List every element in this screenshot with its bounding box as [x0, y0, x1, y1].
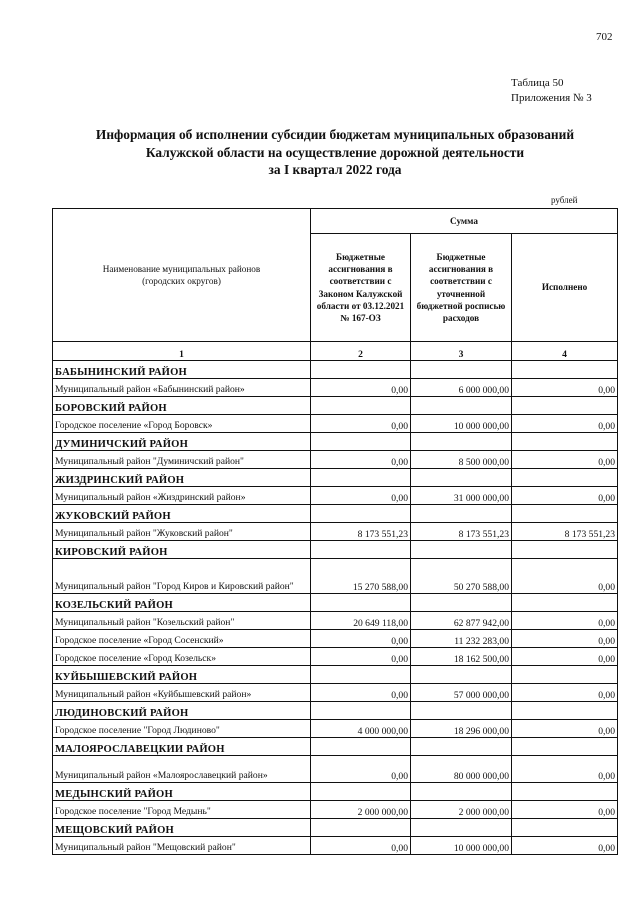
region-row	[53, 397, 618, 415]
header-row-1	[53, 209, 618, 234]
empty-cell	[512, 433, 618, 451]
region-name: ЖИЗДРИНСКИЙ РАЙОН	[53, 469, 311, 487]
document-title	[40, 126, 630, 179]
empty-cell	[411, 469, 512, 487]
municipality-name: Городское поселение «Город Боровск»	[53, 415, 311, 433]
subsidy-table	[52, 208, 618, 855]
empty-cell	[311, 783, 411, 801]
law-allocation: 8 173 551,23	[311, 523, 411, 541]
region-row	[53, 541, 618, 559]
empty-cell	[512, 469, 618, 487]
empty-cell	[512, 541, 618, 559]
empty-cell	[512, 783, 618, 801]
table-row	[53, 801, 618, 819]
empty-cell	[512, 594, 618, 612]
region-row	[53, 361, 618, 379]
executed-amount: 0,00	[512, 630, 618, 648]
empty-cell	[411, 702, 512, 720]
empty-cell	[411, 505, 512, 523]
region-name: КИРОВСКИЙ РАЙОН	[53, 541, 311, 559]
law-allocation: 0,00	[311, 487, 411, 505]
municipality-name: Городское поселение «Город Сосенский»	[53, 630, 311, 648]
executed-amount: 0,00	[512, 648, 618, 666]
column-number: 1	[53, 342, 311, 361]
refined-allocation: 10 000 000,00	[411, 837, 512, 855]
header-executed: Исполнено	[512, 234, 618, 342]
municipality-name: Муниципальный район «Жиздринский район»	[53, 487, 311, 505]
municipality-name: Городское поселение "Город Людиново"	[53, 720, 311, 738]
table-row	[53, 559, 618, 594]
refined-allocation: 8 173 551,23	[411, 523, 512, 541]
municipality-name: Муниципальный район "Думиничский район"	[53, 451, 311, 469]
region-name: КУЙБЫШЕВСКИЙ РАЙОН	[53, 666, 311, 684]
refined-allocation: 8 500 000,00	[411, 451, 512, 469]
empty-cell	[311, 505, 411, 523]
region-row	[53, 594, 618, 612]
empty-cell	[311, 541, 411, 559]
empty-cell	[411, 594, 512, 612]
executed-amount: 0,00	[512, 756, 618, 783]
law-allocation: 0,00	[311, 684, 411, 702]
header-name: Наименование муниципальных районов (городских округов)	[53, 209, 311, 342]
empty-cell	[512, 702, 618, 720]
region-name: МЕЩОВСКИЙ РАЙОН	[53, 819, 311, 837]
law-allocation: 0,00	[311, 451, 411, 469]
column-number: 2	[311, 342, 411, 361]
law-allocation: 4 000 000,00	[311, 720, 411, 738]
header-law: Бюджетные ассигнования в соответствии с Законом Калужской области от 03.12.2021 № 167-ОЗ	[311, 234, 411, 342]
empty-cell	[311, 594, 411, 612]
refined-allocation: 10 000 000,00	[411, 415, 512, 433]
municipality-name: Муниципальный район "Жуковский район"	[53, 523, 311, 541]
header-refined: Бюджетные ассигнования в соответствии с уточненной бюджетной росписью расходов	[411, 234, 512, 342]
region-row	[53, 819, 618, 837]
executed-amount: 0,00	[512, 451, 618, 469]
municipality-name: Муниципальный район "Город Киров и Кировский район"	[53, 559, 311, 594]
region-name: ЛЮДИНОВСКИЙ РАЙОН	[53, 702, 311, 720]
law-allocation: 0,00	[311, 415, 411, 433]
executed-amount: 0,00	[512, 612, 618, 630]
table-reference	[511, 76, 592, 106]
law-allocation: 15 270 588,00	[311, 559, 411, 594]
executed-amount: 8 173 551,23	[512, 523, 618, 541]
empty-cell	[311, 666, 411, 684]
empty-cell	[311, 819, 411, 837]
table-row	[53, 523, 618, 541]
refined-allocation: 18 296 000,00	[411, 720, 512, 738]
refined-allocation: 6 000 000,00	[411, 379, 512, 397]
municipality-name: Городское поселение «Город Козельск»	[53, 648, 311, 666]
region-name: БОРОВСКИЙ РАЙОН	[53, 397, 311, 415]
empty-cell	[512, 819, 618, 837]
refined-allocation: 80 000 000,00	[411, 756, 512, 783]
empty-cell	[411, 433, 512, 451]
region-row	[53, 666, 618, 684]
municipality-name: Муниципальный район "Козельский район"	[53, 612, 311, 630]
empty-cell	[311, 433, 411, 451]
municipality-name: Городское поселение "Город Медынь"	[53, 801, 311, 819]
empty-cell	[411, 397, 512, 415]
empty-cell	[411, 738, 512, 756]
region-name: МАЛОЯРОСЛАВЕЦКИИ РАЙОН	[53, 738, 311, 756]
region-name: МЕДЫНСКИЙ РАЙОН	[53, 783, 311, 801]
empty-cell	[512, 666, 618, 684]
municipality-name: Муниципальный район «Малоярославецкий район»	[53, 756, 311, 783]
unit-label: рублей	[551, 195, 578, 205]
empty-cell	[311, 738, 411, 756]
column-number: 4	[512, 342, 618, 361]
column-number: 3	[411, 342, 512, 361]
executed-amount: 0,00	[512, 559, 618, 594]
empty-cell	[311, 361, 411, 379]
table-row	[53, 684, 618, 702]
empty-cell	[512, 397, 618, 415]
refined-allocation: 31 000 000,00	[411, 487, 512, 505]
appendix-label: Приложения № 3	[511, 92, 592, 104]
table-row	[53, 630, 618, 648]
table-row	[53, 487, 618, 505]
table-row	[53, 612, 618, 630]
region-row	[53, 433, 618, 451]
table-row	[53, 837, 618, 855]
empty-cell	[411, 819, 512, 837]
empty-cell	[512, 505, 618, 523]
executed-amount: 0,00	[512, 684, 618, 702]
refined-allocation: 11 232 283,00	[411, 630, 512, 648]
municipality-name: Муниципальный район «Куйбышевский район»	[53, 684, 311, 702]
table-row	[53, 756, 618, 783]
region-name: БАБЫНИНСКИЙ РАЙОН	[53, 361, 311, 379]
refined-allocation: 18 162 500,00	[411, 648, 512, 666]
executed-amount: 0,00	[512, 415, 618, 433]
refined-allocation: 62 877 942,00	[411, 612, 512, 630]
empty-cell	[512, 738, 618, 756]
table-row	[53, 648, 618, 666]
municipality-name: Муниципальный район "Мещовский район"	[53, 837, 311, 855]
executed-amount: 0,00	[512, 487, 618, 505]
empty-cell	[411, 783, 512, 801]
page-number: 702	[596, 31, 613, 43]
region-row	[53, 469, 618, 487]
law-allocation: 20 649 118,00	[311, 612, 411, 630]
executed-amount: 0,00	[512, 720, 618, 738]
title-line-2: Калужской области на осуществление дорожной деятельности	[145, 144, 525, 160]
title-line-3: за I квартал 2022 года	[268, 162, 402, 177]
region-name: ДУМИНИЧСКИЙ РАЙОН	[53, 433, 311, 451]
table-row	[53, 451, 618, 469]
empty-cell	[411, 666, 512, 684]
law-allocation: 0,00	[311, 379, 411, 397]
refined-allocation: 50 270 588,00	[411, 559, 512, 594]
empty-cell	[411, 361, 512, 379]
refined-allocation: 2 000 000,00	[411, 801, 512, 819]
executed-amount: 0,00	[512, 801, 618, 819]
empty-cell	[311, 469, 411, 487]
region-row	[53, 505, 618, 523]
table-row	[53, 379, 618, 397]
table-body	[53, 209, 618, 855]
law-allocation: 0,00	[311, 648, 411, 666]
table-row	[53, 415, 618, 433]
law-allocation: 0,00	[311, 837, 411, 855]
executed-amount: 0,00	[512, 837, 618, 855]
region-row	[53, 702, 618, 720]
refined-allocation: 57 000 000,00	[411, 684, 512, 702]
region-row	[53, 783, 618, 801]
header-sum: Сумма	[311, 209, 618, 234]
empty-cell	[311, 702, 411, 720]
law-allocation: 0,00	[311, 630, 411, 648]
empty-cell	[411, 541, 512, 559]
law-allocation: 0,00	[311, 756, 411, 783]
executed-amount: 0,00	[512, 379, 618, 397]
region-name: ЖУКОВСКИЙ РАЙОН	[53, 505, 311, 523]
empty-cell	[311, 397, 411, 415]
region-name: КОЗЕЛЬСКИЙ РАЙОН	[53, 594, 311, 612]
region-row	[53, 738, 618, 756]
column-number-row	[53, 342, 618, 361]
title-line-1: Информация об исполнении субсидии бюджетам муниципальных образований	[95, 127, 575, 142]
table-label: Таблица 50	[511, 77, 564, 89]
law-allocation: 2 000 000,00	[311, 801, 411, 819]
empty-cell	[512, 361, 618, 379]
municipality-name: Муниципальный район «Бабынинский район»	[53, 379, 311, 397]
table-row	[53, 720, 618, 738]
